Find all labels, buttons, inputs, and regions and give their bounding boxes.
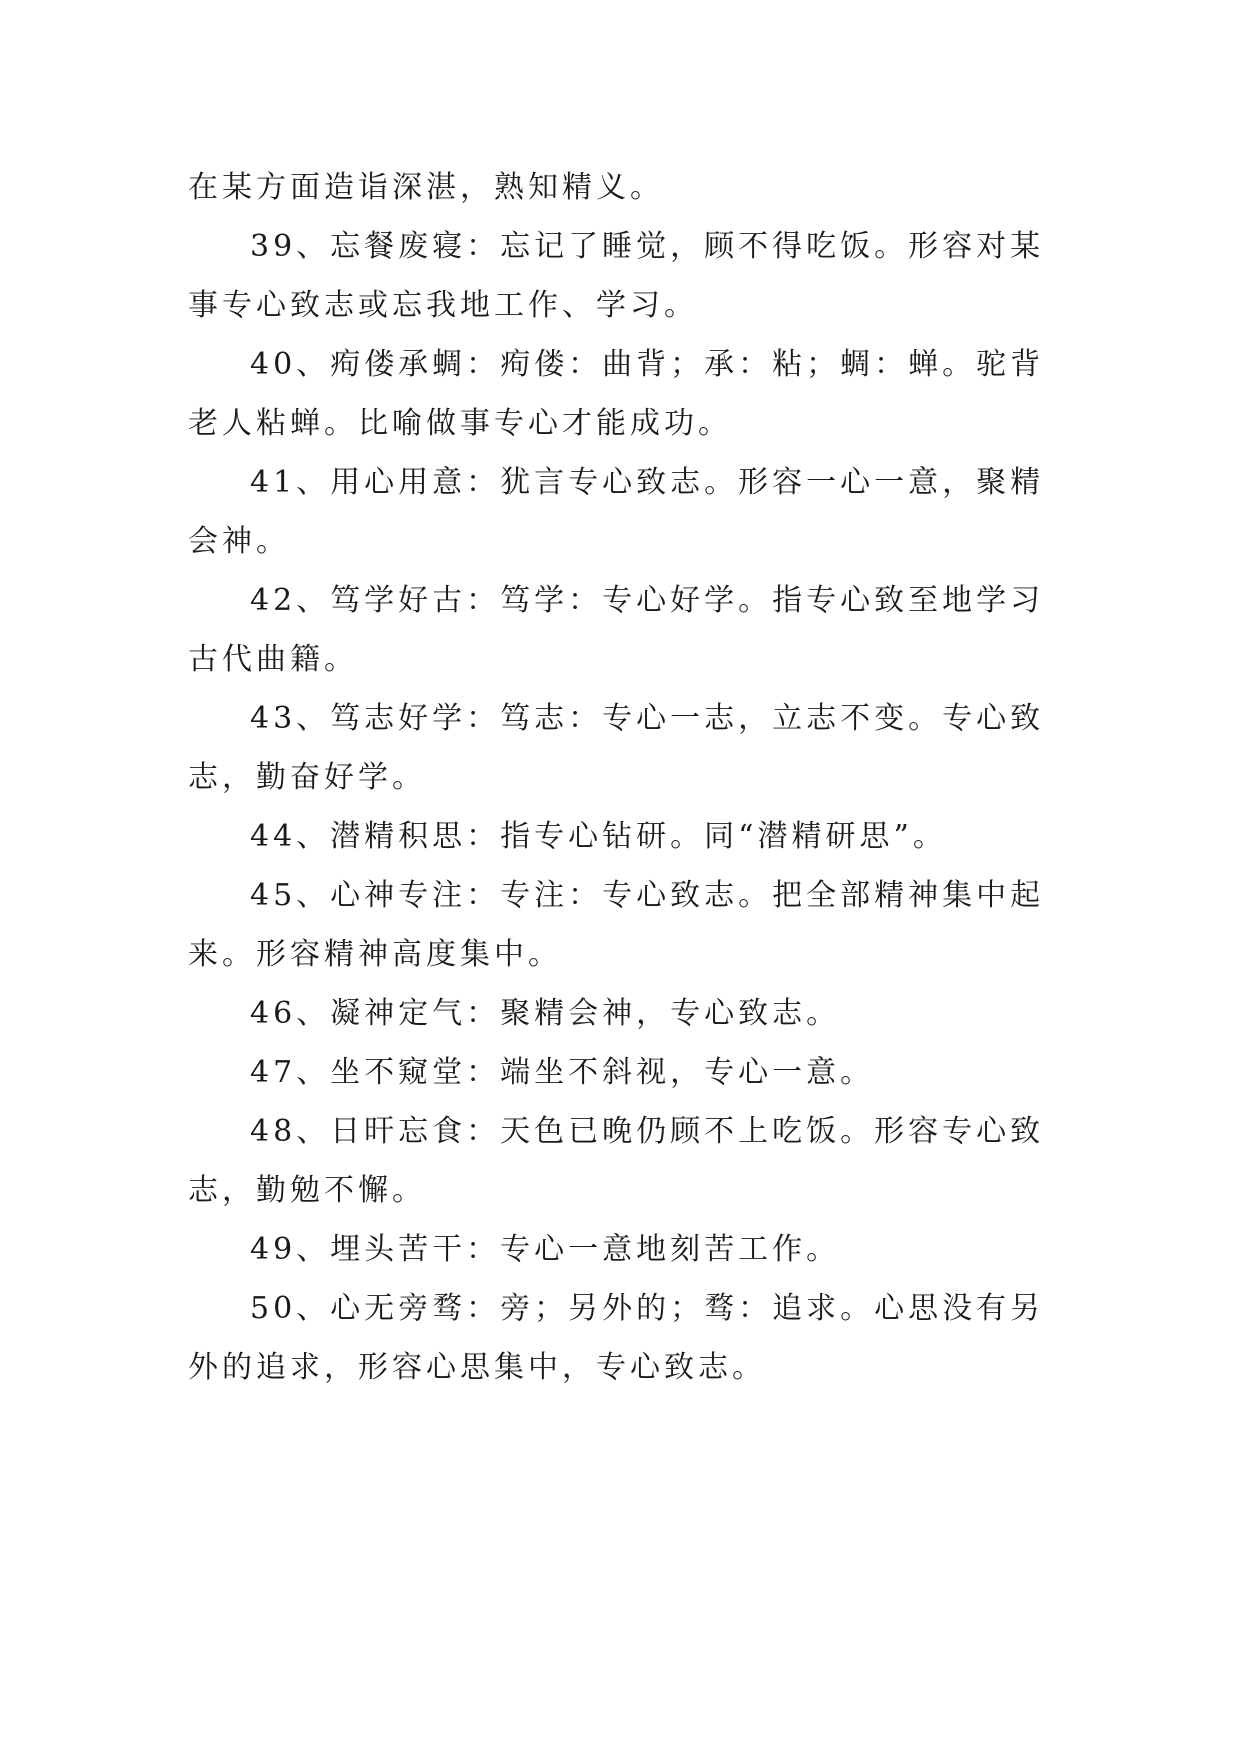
paragraph-item-40: 40、痀偻承蜩：痀偻：曲背；承：粘；蜩：蝉。驼背老人粘蝉。比喻做事专心才能成功。 — [188, 347, 1045, 441]
paragraph-item-48: 48、日旰忘食：天色已晚仍顾不上吃饭。形容专心致志，勤勉不懈。 — [188, 1114, 1045, 1208]
paragraph-item-45: 45、心神专注：专注：专心致志。把全部精神集中起来。形容精神高度集中。 — [188, 878, 1045, 972]
paragraph-item-46: 46、凝神定气：聚精会神，专心致志。 — [250, 996, 841, 1031]
paragraph-item-42: 42、笃学好古：笃学：专心好学。指专心致至地学习古代曲籍。 — [188, 583, 1045, 677]
document-body — [188, 158, 1063, 1397]
paragraph-item-50: 50、心无旁骛：旁；另外的；骛：追求。心思没有另外的追求，形容心思集中，专心致志。 — [188, 1291, 1045, 1385]
paragraph-item-49: 49、埋头苦干：专心一意地刻苦工作。 — [250, 1232, 841, 1267]
paragraph-item-47: 47、坐不窥堂：端坐不斜视，专心一意。 — [250, 1055, 875, 1090]
paragraph-item-41: 41、用心用意：犹言专心致志。形容一心一意，聚精会神。 — [188, 465, 1045, 559]
paragraph-item-43: 43、笃志好学：笃志：专心一志，立志不变。专心致志，勤奋好学。 — [188, 701, 1045, 795]
paragraph-continuation: 在某方面造诣深湛，熟知精义。 — [188, 170, 664, 205]
paragraph-item-44: 44、潜精积思：指专心钻研。同“潜精研思”。 — [250, 819, 947, 854]
paragraph-item-39: 39、忘餐废寝：忘记了睡觉，顾不得吃饭。形容对某事专心致志或忘我地工作、学习。 — [188, 229, 1045, 323]
